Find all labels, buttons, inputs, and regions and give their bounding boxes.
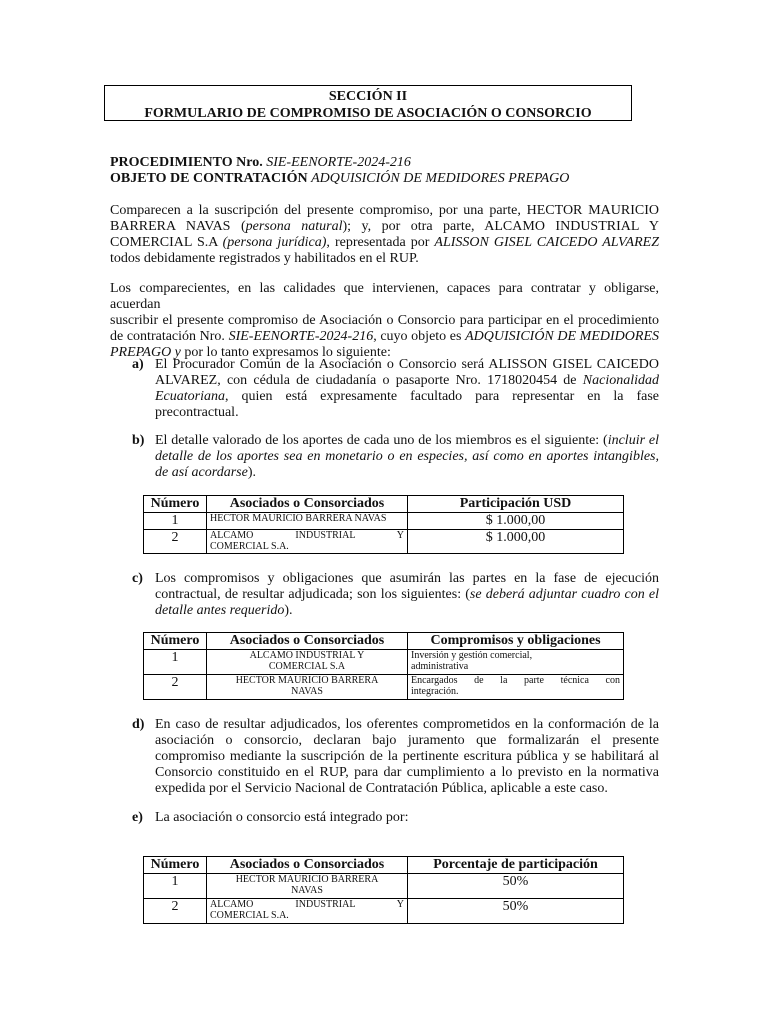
- table-row: [144, 513, 624, 530]
- clause-a-text: [155, 357, 659, 421]
- member-name-line: NAVAS: [291, 885, 323, 896]
- obligation-line: integración.: [411, 686, 459, 697]
- participation-table: [143, 856, 624, 924]
- clause-c-text: [155, 571, 659, 619]
- clause-b-line: [155, 465, 659, 481]
- clause-b-text-part: El detalle valorado de los aportes de cada uno de los miembros es el siguiente: (: [155, 433, 608, 448]
- clause-b-text: [155, 433, 659, 481]
- clause-c-italic: detalle antes requerido: [155, 603, 285, 618]
- clause-b: [132, 433, 659, 481]
- object-label: OBJETO DE CONTRATACIÓN: [110, 171, 308, 186]
- clause-c-text-part: ).: [284, 603, 293, 618]
- member-name: [207, 530, 408, 554]
- para2-line3: [110, 329, 659, 345]
- para1-italic: persona natural: [245, 219, 343, 234]
- para2-italic: ADQUISICIÓN DE MEDIDORES: [465, 329, 659, 344]
- procedure-number: SIE-EENORTE-2024-216: [266, 155, 411, 170]
- member-name-line: COMERCIAL S.A.: [210, 910, 289, 921]
- procedure-line: [110, 155, 659, 171]
- obligation-line: Inversión y gestión comercial,: [411, 650, 533, 661]
- row-number: 1: [144, 650, 207, 675]
- obligation-text: [408, 675, 624, 700]
- member-name-line: ALCAMO INDUSTRIAL Y: [210, 530, 404, 541]
- para2-italic: PREPAGO y: [110, 345, 181, 360]
- clause-a-text-part: , quien está expresamente facultado para representar en la fase: [225, 389, 659, 404]
- obligation-line: administrativa: [411, 661, 469, 672]
- clause-e-label: e): [132, 810, 143, 825]
- clause-b-italic: de así acordarse: [155, 465, 248, 480]
- clause-b-text-part: ).: [247, 465, 256, 480]
- member-name: HECTOR MAURICIO BARRERA NAVAS: [207, 513, 408, 530]
- contributions-table: [143, 495, 624, 554]
- clause-c-line: [155, 587, 659, 603]
- table-row: [144, 675, 624, 700]
- clause-d-line: compromiso mediante la suscripción de la pertinente escritura pública y se habilitará al: [155, 749, 659, 764]
- clause-c-line: Los compromisos y obligaciones que asumirán las partes en la fase de ejecución: [155, 571, 659, 586]
- clause-e-line: La asociación o consorcio está integrado por:: [155, 810, 409, 825]
- object-line: [110, 171, 659, 187]
- para1-line4: todos debidamente registrados y habilitados en el RUP.: [110, 251, 419, 266]
- clause-d-line: Consorcio constituido en el RUP, para dar cumplimiento a lo previsto en la normativa: [155, 765, 659, 780]
- table-row: [144, 650, 624, 675]
- clause-e: [132, 810, 659, 826]
- column-header: Asociados o Consorciados: [207, 633, 408, 650]
- row-number: 2: [144, 899, 207, 924]
- clause-d-line: asociación o consorcio, declaran bajo juramento que formalizarán el presente: [155, 733, 659, 748]
- member-name: [207, 675, 408, 700]
- clause-a-line: [155, 373, 659, 389]
- row-number: 1: [144, 874, 207, 899]
- para2-text: de contratación Nro.: [110, 329, 229, 344]
- clause-b-italic: incluir el: [607, 433, 659, 448]
- clause-a-line: El Procurador Común de la Asociación o Consorcio será ALISSON GISEL CAICEDO: [155, 357, 659, 372]
- clause-c: [132, 571, 659, 619]
- clause-a-text-part: ALVAREZ, con cédula de ciudadanía o pasaporte Nro. 1718020454 de: [155, 373, 583, 388]
- para1-text: , representada por: [326, 235, 435, 250]
- procedure-info: [110, 155, 659, 187]
- member-name-line: ALCAMO INDUSTRIAL Y: [249, 650, 365, 661]
- clause-d-line: expedida por el Servicio Nacional de Contratación Pública, aplicable a este caso.: [155, 781, 608, 796]
- member-name-line: COMERCIAL S.A: [268, 661, 346, 672]
- obligations-table: [143, 632, 624, 700]
- para2-text: por lo tanto expresamos lo siguiente:: [180, 345, 391, 360]
- column-header: Asociados o Consorciados: [207, 857, 408, 874]
- para1-line2: [110, 219, 659, 235]
- member-name-line: HECTOR MAURICIO BARRERA: [235, 675, 379, 686]
- column-header: Asociados o Consorciados: [207, 496, 408, 513]
- clause-c-line: [155, 603, 659, 619]
- clause-a-line: [155, 389, 659, 405]
- clause-e-text: [155, 810, 659, 826]
- para1-text: BARRERA NAVAS (: [110, 219, 246, 234]
- member-name-line: HECTOR MAURICIO BARRERA: [235, 874, 379, 885]
- row-number: 1: [144, 513, 207, 530]
- row-number: 2: [144, 675, 207, 700]
- clause-c-label: c): [132, 571, 143, 586]
- obligation-text: [408, 650, 624, 675]
- member-name-line: ALCAMO INDUSTRIAL Y: [210, 899, 404, 910]
- member-name-line: NAVAS: [291, 686, 323, 697]
- para2-line2: suscribir el presente compromiso de Asociación o Consorcio para participar en el procedimiento: [110, 313, 659, 328]
- para1-text: COMERCIAL S.A: [110, 235, 223, 250]
- table-header-row: [144, 857, 624, 874]
- form-title: FORMULARIO DE COMPROMISO DE ASOCIACIÓN O CONSORCIO: [144, 106, 592, 121]
- clause-c-text-part: contractual, de resultar adjudicada; son los siguientes: (: [155, 587, 470, 602]
- column-header: Participación USD: [408, 496, 624, 513]
- para1-line1: Comparecen a la suscripción del presente compromiso, por una parte, HECTOR MAURICIO: [110, 203, 659, 218]
- clause-a: [132, 357, 659, 421]
- column-header: Número: [144, 496, 207, 513]
- column-header: Número: [144, 633, 207, 650]
- row-number: 2: [144, 530, 207, 554]
- table-row: [144, 899, 624, 924]
- clause-d-text: [155, 717, 659, 797]
- table-header-row: [144, 633, 624, 650]
- participation-percent: 50%: [408, 874, 624, 899]
- clause-c-italic: se deberá adjuntar cuadro con el: [469, 587, 659, 602]
- clause-b-label: b): [132, 433, 145, 448]
- contribution-value: $ 1.000,00: [408, 530, 624, 554]
- obligation-line: Encargados de la parte técnica con: [411, 675, 620, 686]
- clause-b-line: [155, 433, 659, 449]
- section-title: SECCIÓN II: [328, 89, 408, 104]
- member-name: [207, 874, 408, 899]
- table-header-row: [144, 496, 624, 513]
- table-row: [144, 874, 624, 899]
- procedure-label: PROCEDIMIENTO Nro.: [110, 155, 263, 170]
- clause-b-line: detalle de los aportes sea en monetario o en especies, así como en aportes intangibles,: [155, 449, 659, 464]
- object-value: ADQUISICIÓN DE MEDIDORES PREPAGO: [311, 171, 570, 186]
- member-name: [207, 650, 408, 675]
- clause-a-italic: Ecuatoriana: [155, 389, 225, 404]
- clause-a-line: precontractual.: [155, 405, 239, 420]
- para1-line3: [110, 235, 659, 251]
- table-row: [144, 530, 624, 554]
- member-name: [207, 899, 408, 924]
- clause-a-label: a): [132, 357, 144, 372]
- para1-text: ); y, por otra parte, ALCAMO INDUSTRIAL Y: [342, 219, 659, 234]
- contribution-value: $ 1.000,00: [408, 513, 624, 530]
- clause-d-label: d): [132, 717, 145, 732]
- para2-line1: Los comparecientes, en las calidades que intervienen, capaces para contratar y obligarse, acuerdan: [110, 281, 659, 312]
- para2-italic: SIE-EENORTE-2024-216: [228, 329, 374, 344]
- section-header: [104, 85, 632, 121]
- paragraph-comparecen: [110, 203, 659, 267]
- member-name-line: COMERCIAL S.A.: [210, 541, 289, 552]
- clause-a-italic: Nacionalidad: [582, 373, 659, 388]
- participation-percent: 50%: [408, 899, 624, 924]
- para1-italic: ALISSON GISEL CAICEDO ALVAREZ: [434, 235, 659, 250]
- paragraph-comparecientes: [110, 281, 659, 361]
- para2-text: , cuyo objeto es: [373, 329, 466, 344]
- column-header: Porcentaje de participación: [408, 857, 624, 874]
- para1-italic: (persona jurídica): [222, 235, 327, 250]
- clause-d-line: En caso de resultar adjudicados, los oferentes comprometidos en la conformación de la: [155, 717, 659, 732]
- clause-d: [132, 717, 659, 797]
- column-header: Compromisos y obligaciones: [408, 633, 624, 650]
- column-header: Número: [144, 857, 207, 874]
